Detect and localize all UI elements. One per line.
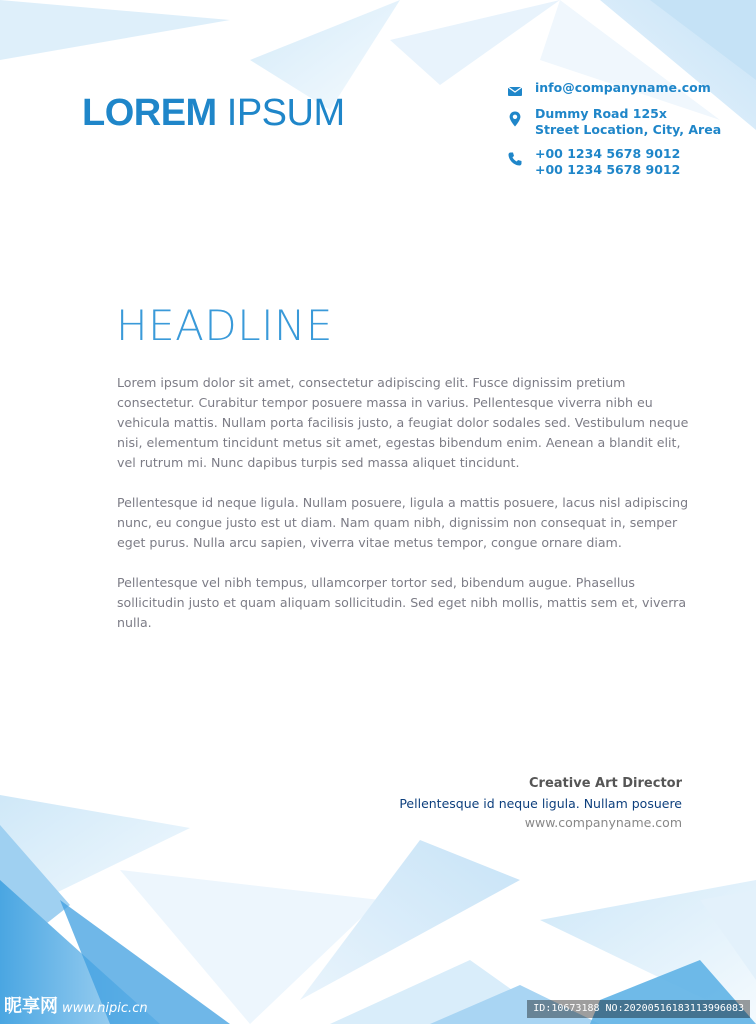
phone-icon [506, 150, 524, 168]
contact-address-line1: Dummy Road 125x [535, 106, 667, 121]
contact-phone-2[interactable]: +00 1234 5678 9012 [535, 162, 681, 177]
contact-email[interactable]: info@companyname.com [535, 80, 711, 95]
body-paragraph: Lorem ipsum dolor sit amet, consectetur adipiscing elit. Fusce dignissim pretium consectetur. Curabitur tempor posuere massa in varius. Pellentesque viverra nibh eu vehicula mattis. Nullam porta facilisis justo, a feugiat dolor sodales sed. Vestibulum neque nisi, elementum tincidunt metus sit amet, egestas bibendum enim. Aenean a blandit elit, vel rutrum mi. Nunc dapibus turpis sed massa aliquet tincidunt. [117, 375, 689, 470]
body-text [117, 373, 692, 653]
mail-icon [506, 82, 524, 100]
location-pin-icon [506, 110, 524, 128]
contact-address-line2: Street Location, City, Area [535, 122, 722, 137]
body-paragraph: Pellentesque vel nibh tempus, ullamcorper tortor sed, bibendum augue. Phasellus sollicitudin justo et quam aliquam sollicitudin. Sed eget nibh mollis, mattis sem et, viverra nulla. [117, 575, 687, 630]
top-shard [390, 0, 560, 85]
logo-light-text: IPSUM [216, 92, 345, 134]
contact-address-row [506, 106, 736, 138]
body-paragraph: Pellentesque id neque ligula. Nullam posuere, ligula a mattis posuere, lacus nisl adipiscing nunc, eu congue justo est ut diam. Nam quam nibh, dignissim non consequat in, semper eget purus. Nulla arcu sapien, viverra vitae metus tempor, congue ornare diam. [117, 495, 689, 550]
watermark [4, 992, 148, 1018]
signature-name: Creative Art Director [529, 776, 682, 791]
contact-phone-row [506, 146, 736, 178]
page-headline: HEADLINE [116, 301, 333, 350]
company-logo [82, 92, 345, 135]
image-id-badge: ID:10673188 NO:20200516183113996083 [527, 1000, 750, 1018]
signature-website[interactable]: www.companyname.com [524, 815, 682, 830]
contact-email-row [506, 80, 736, 96]
contact-block [506, 80, 736, 186]
signature-tagline: Pellentesque id neque ligula. Nullam posuere [399, 796, 682, 811]
signature-block [399, 774, 682, 832]
watermark-logo: 昵享网 [4, 996, 58, 1017]
logo-bold-text: LOREM [82, 92, 217, 134]
contact-phone-1[interactable]: +00 1234 5678 9012 [535, 146, 681, 161]
top-shard [0, 0, 230, 60]
watermark-url: www.nipic.cn [62, 1001, 148, 1016]
